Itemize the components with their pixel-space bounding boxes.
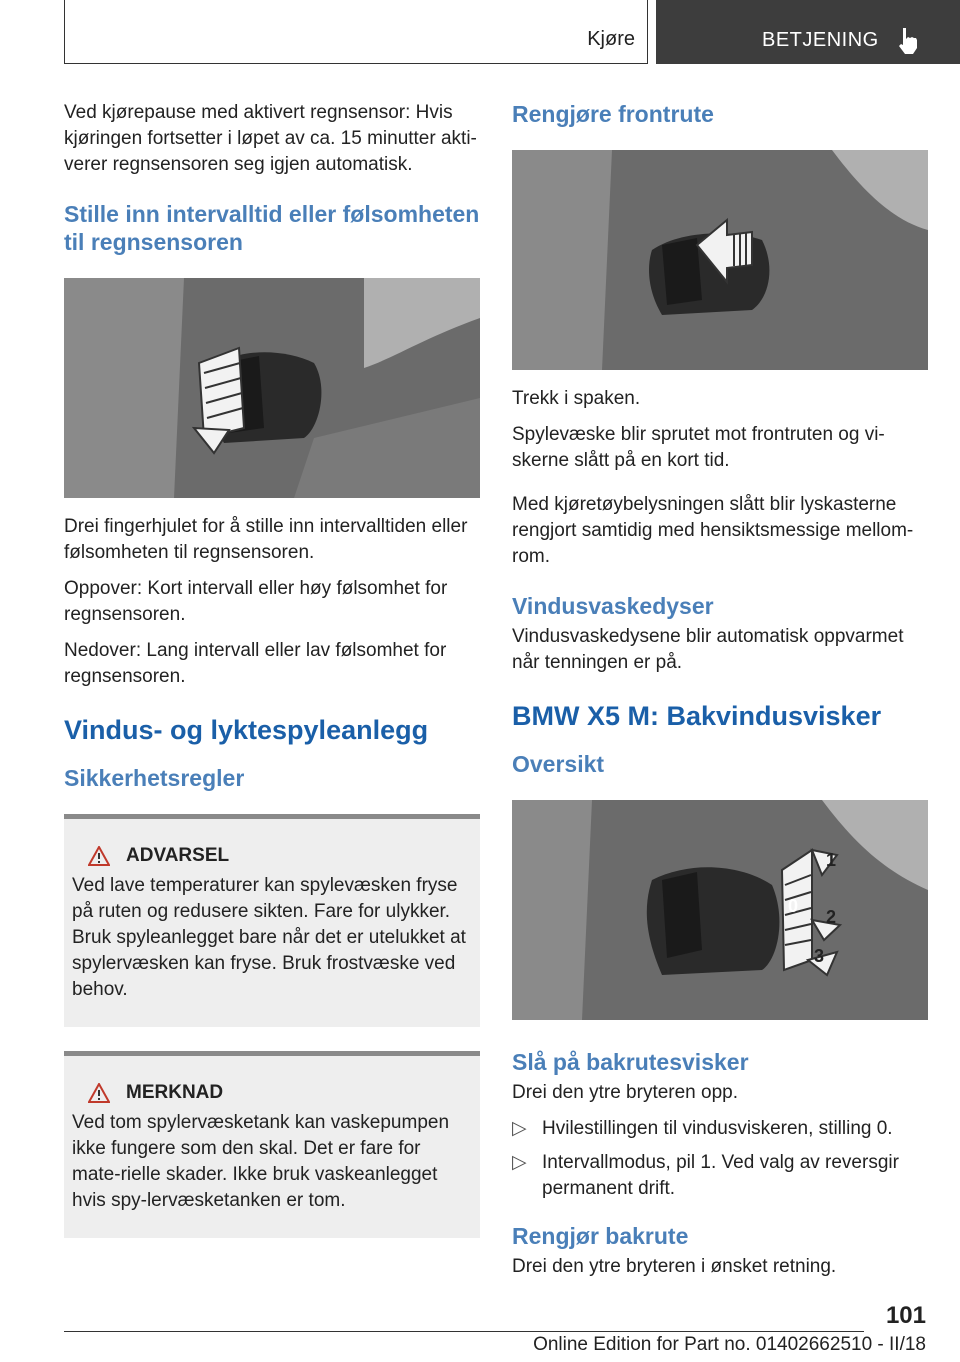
footer-divider	[64, 1331, 864, 1332]
hand-pointer-icon	[896, 26, 920, 56]
interval-paragraph-3: Nedover: Lang intervall eller lav følsomhet for regnsensoren.	[64, 640, 447, 687]
diagram-label-3: 3	[814, 946, 825, 966]
warning-triangle-icon	[88, 846, 110, 866]
header-section: BETJENING	[762, 29, 879, 51]
heading-washer-system: Vindus- og lyktespyleanlegg	[64, 715, 429, 745]
heading-turn-on-rear-wiper: Slå på bakrutesvisker	[512, 1049, 749, 1075]
heading-clean-windshield: Rengjøre frontrute	[512, 101, 714, 127]
note-box	[64, 1051, 480, 1238]
warning-title: ADVARSEL	[126, 845, 230, 866]
heading-nozzles: Vindusvaskedyser	[512, 593, 714, 619]
header-chapter: Kjøre	[587, 28, 635, 50]
spray-text: Spylevæske blir sprutet mot frontruten og vi-skerne slått på en kort tid.	[512, 424, 885, 471]
heading-interval: Stille inn intervalltid eller følsomheten til regnsensoren	[64, 201, 480, 255]
nozzles-text: Vindusvaskedysene blir automatisk oppvarmet når tenningen er på.	[512, 626, 904, 673]
heading-overview: Oversikt	[512, 751, 605, 777]
diagram-label-2: 2	[826, 907, 837, 927]
intro-paragraph: Ved kjørepause med aktivert regnsensor: Hvis kjøringen fortsetter i løpet av ca. 15 minutter akti-verer regnsensoren seg igjen automatisk.	[64, 102, 477, 175]
page-number: 101	[885, 1302, 926, 1329]
warning-box	[64, 814, 480, 1027]
triangle-bullet-icon: ▷	[512, 1118, 527, 1139]
heading-rear-wiper: BMW X5 M: Bakvindusvisker	[512, 701, 882, 731]
headlights-text: Med kjøretøybelysningen slått blir lyskasterne rengjort samtidig med hensiktsmessige mellom-rom.	[512, 494, 914, 567]
note-title: MERKNAD	[126, 1082, 224, 1103]
warning-text: Ved lave temperaturer kan spylevæsken fryse på ruten og redusere sikten. Fare for ulykker. Bruk spyleanlegget bare når det er utelukket at spylervæsken kan fryse. Bruk frostvæske ved behov.	[72, 875, 466, 1000]
interval-paragraph-2: Oppover: Kort intervall eller høy følsomhet for regnsensoren.	[64, 578, 448, 625]
clean-rear-text: Drei den ytre bryteren i ønsket retning.	[512, 1256, 837, 1277]
list-item: ▷ Intervallmodus, pil 1. Ved valg av reversgir permanent drift.	[512, 1152, 899, 1199]
footer-edition: Online Edition for Part no. 01402662510 - II/18	[533, 1334, 926, 1355]
photo-interval-wheel	[64, 278, 480, 498]
turn-on-text: Drei den ytre bryteren opp.	[512, 1082, 739, 1103]
pull-lever-text: Trekk i spaken.	[512, 388, 641, 409]
interval-paragraph-1: Drei fingerhjulet for å stille inn intervalltiden eller følsomheten til regnsensoren.	[64, 516, 468, 563]
left-column	[64, 100, 480, 1250]
right-column	[512, 100, 928, 1290]
note-text: Ved tom spylervæsketank kan vaskepumpen ikke fungere som den skal. Det er fare for mate-rielle skader. Ikke bruk vaskeanlegget hvis spy-lervæsketanken er tom.	[72, 1112, 450, 1211]
heading-clean-rear-window: Rengjør bakrute	[512, 1223, 689, 1249]
photo-pull-lever	[512, 150, 928, 370]
caution-triangle-icon	[88, 1083, 110, 1103]
triangle-bullet-icon: ▷	[512, 1152, 527, 1173]
header-chapter-box	[64, 0, 648, 64]
heading-safety: Sikkerhetsregler	[64, 765, 245, 791]
header-section-box	[656, 0, 960, 64]
photo-rear-wiper-switch	[512, 800, 928, 1020]
diagram-label-0: 0	[788, 896, 799, 916]
diagram-label-1: 1	[826, 850, 837, 870]
rear-wiper-positions-list	[512, 1116, 928, 1202]
list-item: ▷ Hvilestillingen til vindusviskeren, stilling 0.	[512, 1116, 928, 1142]
